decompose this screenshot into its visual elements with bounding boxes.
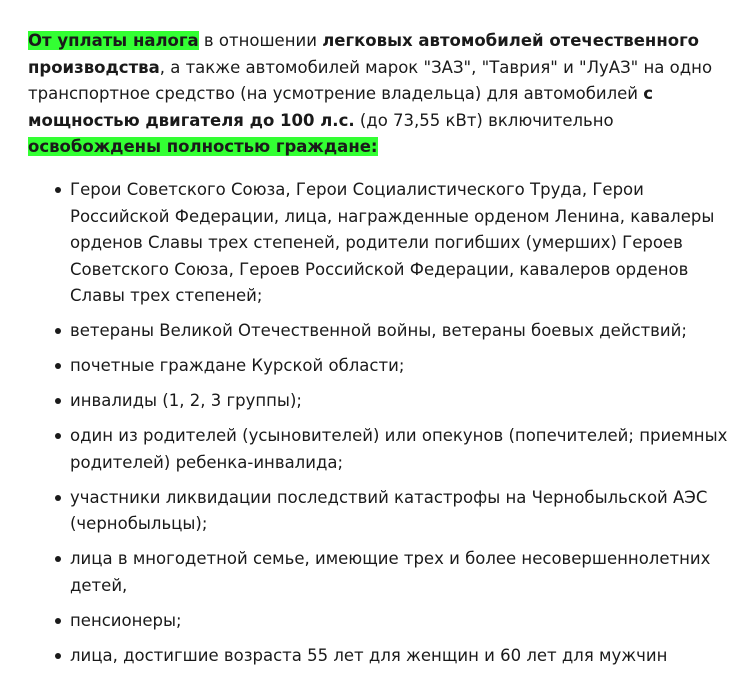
exempt-citizens-list [70, 177, 730, 678]
list-item [70, 546, 730, 599]
bullet-icon [55, 328, 61, 334]
bold-engine-power: с мощностью двигателя до 100 л.с. [28, 84, 654, 130]
list-item [70, 423, 730, 476]
bullet-icon [55, 556, 61, 562]
list-item-text: почетные граждане Курской области; [70, 356, 405, 375]
bullet-icon [55, 618, 61, 624]
intro-paragraph [28, 28, 724, 161]
bullet-icon [55, 653, 61, 659]
list-item [70, 177, 730, 310]
bullet-icon [55, 398, 61, 404]
highlight-tax-exemption: От уплаты налога [28, 31, 199, 50]
list-item [70, 485, 730, 538]
bold-domestic-cars: легковых автомобилей отечественного производства [28, 31, 700, 77]
highlight-exempt-citizens: освобождены полностью граждане: [28, 137, 378, 156]
list-item-text: ветераны Великой Отечественной войны, ветераны боевых действий; [70, 321, 687, 340]
bullet-icon [55, 433, 61, 439]
bullet-icon [55, 363, 61, 369]
list-item-text: лица в многодетной семье, имеющие трех и более несовершеннолетних детей, [70, 549, 711, 595]
list-item [70, 643, 730, 670]
bullet-icon [55, 187, 61, 193]
list-item-text: один из родителей (усыновителей) или опекунов (попечителей; приемных родителей) ребенка-инвалида; [70, 426, 728, 472]
list-item [70, 388, 730, 415]
list-item [70, 353, 730, 380]
list-item-text: инвалиды (1, 2, 3 группы); [70, 391, 302, 410]
list-item-text: пенсионеры; [70, 610, 182, 630]
list-item-text: Герои Советского Союза, Герои Социалистического Труда, Герои Российской Федерации, лица, награжденные орденом Ленина, кавалеры орденов Славы трех степеней, родители погибших (умерших) Героев Советского Союза, Героев Российской Федерации, кавалеров орденов Славы трех степеней; [70, 180, 715, 305]
intro-text-2: , а также автомобилей марок "ЗАЗ", "Таврия" и "ЛуАЗ" на одно транспортное средство (на усмотрение владельца) для автомобилей [28, 57, 713, 103]
bullet-icon [55, 495, 61, 501]
intro-text-3: (до 73,55 кВт) включительно [354, 110, 614, 130]
list-item-text: участники ликвидации последствий катастрофы на Чернобыльской АЭС (чернобыльцы); [70, 487, 708, 533]
list-item [70, 318, 730, 345]
list-item-text: лица, достигшие возраста 55 лет для женщин и 60 лет для мужчин [70, 645, 668, 665]
intro-text-1: в отношении [198, 31, 323, 50]
list-item [70, 608, 730, 635]
